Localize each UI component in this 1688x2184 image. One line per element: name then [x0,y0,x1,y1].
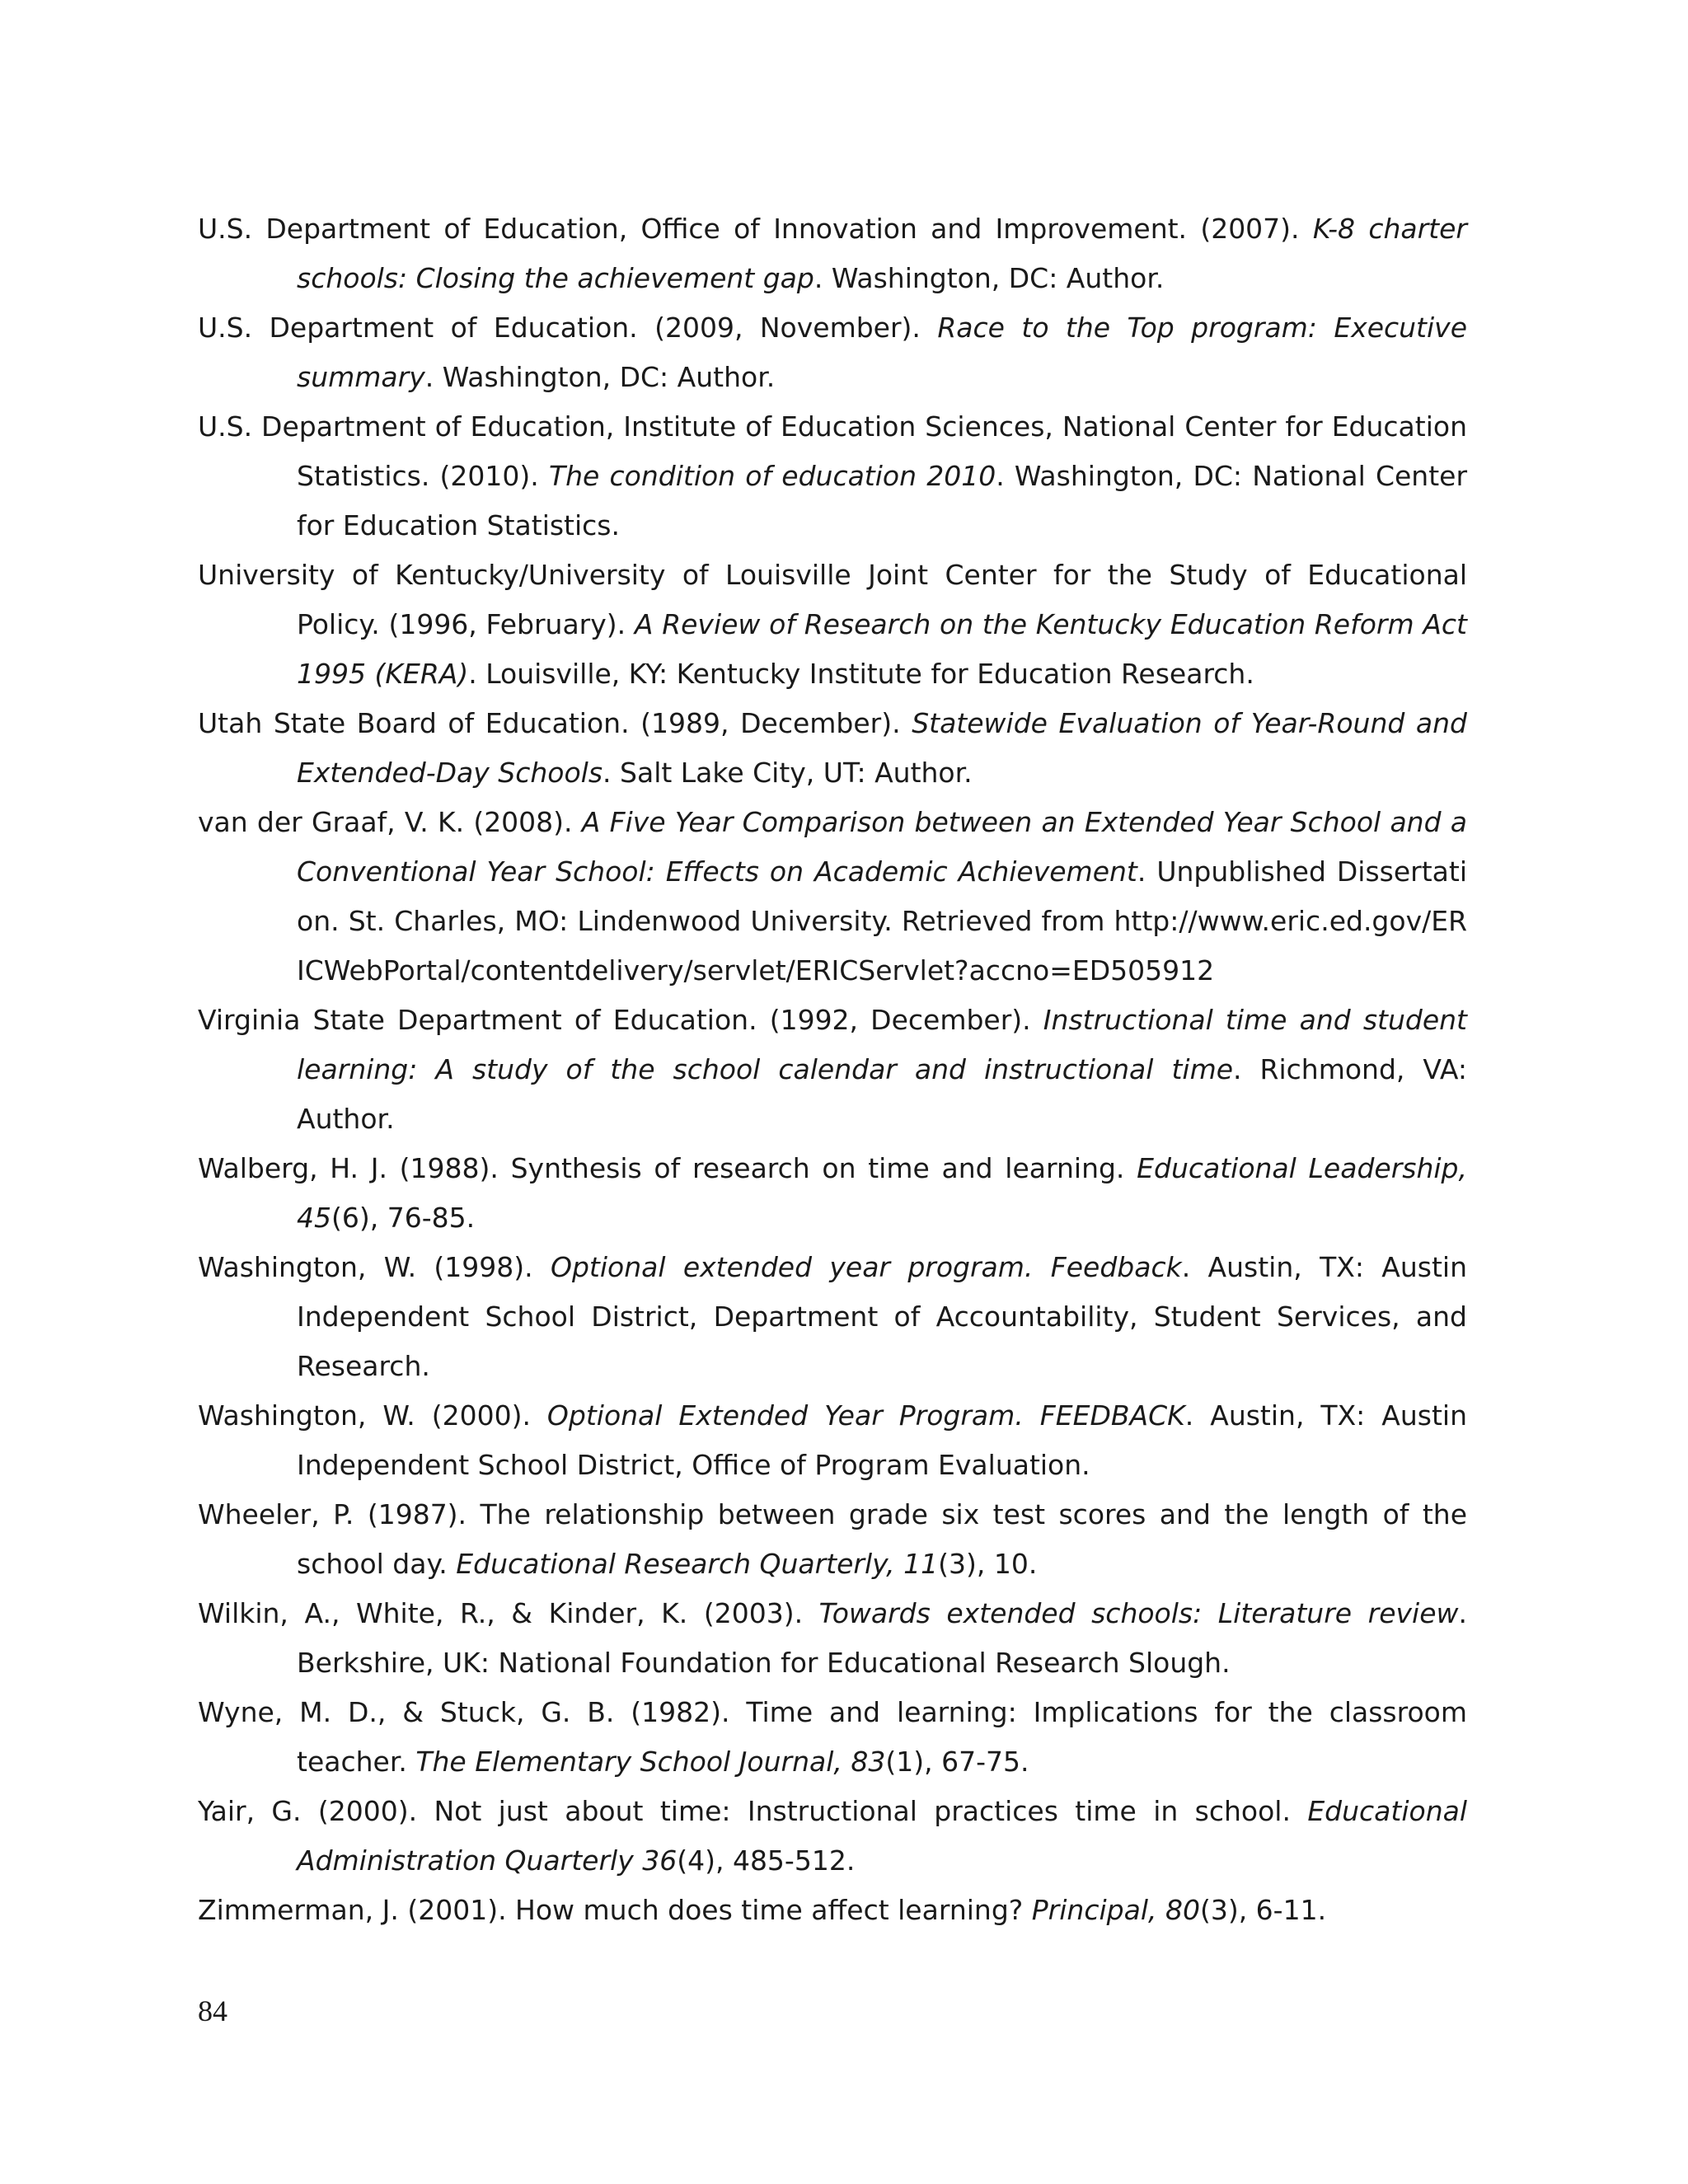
reference-entry [198,1589,1467,1688]
reference-title: Educational Administration Quarterly 36 [297,1795,1467,1877]
reference-entry [198,1391,1467,1490]
reference-entry [198,1886,1467,1935]
reference-text: . Washington, DC: Author. [814,262,1165,294]
reference-text: (1), 67-75. [885,1746,1029,1778]
reference-text: Wyne, M. D., & Stuck, G. B. (1982). Time and learning: Implications for the classroom teacher. [198,1696,1467,1778]
reference-title: The Elementary School Journal, 83 [415,1746,886,1778]
page-number: 84 [198,1994,227,2027]
reference-entry [198,551,1467,699]
reference-text: Yair, G. (2000). Not just about time: Instructional practices time in school. [198,1795,1308,1827]
reference-text: Washington, W. (2000). [198,1399,547,1432]
reference-text: (4), 485-512. [677,1844,856,1877]
reference-entry [198,204,1467,303]
reference-text: U.S. Department of Education, Institute of Education Sciences, National Center for Education Statistics. (2010). [198,410,1467,492]
reference-text: . Washington, DC: Author. [424,361,776,393]
reference-entry [198,996,1467,1144]
reference-text: (3), 6-11. [1199,1894,1327,1926]
reference-text: van der Graaf, V. K. (2008). [198,806,582,838]
reference-text: Washington, W. (1998). [198,1251,551,1283]
reference-text: . Salt Lake City, UT: Author. [603,757,973,789]
reference-text: (3), 10. [938,1548,1038,1580]
reference-entry [198,402,1467,551]
reference-text: U.S. Department of Education. (2009, November). [198,312,938,344]
reference-text: . Unpublished Dissertation. St. Charles, MO: Lindenwood University. Retrieved from http://www.eric.ed.gov/ERICWebPortal/contentdelivery/servlet/ERICServlet?accno=ED505912 [297,855,1467,987]
reference-text: . Austin, TX: Austin Independent School District, Office of Program Evaluation. [297,1399,1467,1481]
reference-entry [198,303,1467,402]
reference-title: Statewide Evaluation of Year-Round and Extended-Day Schools [297,707,1467,789]
reference-title: Instructional time and student learning: A study of the school calendar and instructional time [297,1004,1467,1085]
reference-text: . Richmond, VA: Author. [297,1053,1468,1135]
reference-text: . Berkshire, UK: National Foundation for Educational Research Slough. [297,1597,1467,1679]
reference-entry [198,798,1467,996]
reference-title: Educational Leadership, 45 [297,1152,1467,1234]
reference-text: (6), 76-85. [331,1202,476,1234]
reference-text: . Washington, DC: National Center for Education Statistics. [297,460,1468,541]
reference-entry [198,1144,1467,1243]
reference-entry [198,1787,1467,1886]
reference-title: Optional extended year program. Feedback [550,1251,1182,1283]
reference-title: A Five Year Comparison between an Extended Year School and a Conventional Year School: Effects on Academic Achievement [297,806,1467,888]
reference-entry [198,1243,1467,1391]
reference-title: Optional Extended Year Program. FEEDBACK [546,1399,1185,1432]
reference-list [198,204,1467,1935]
reference-entry [198,699,1467,798]
reference-text: . Austin, TX: Austin Independent School District, Department of Accountability, Student Services, and Research. [297,1251,1468,1382]
reference-title: K-8 charter schools: Closing the achievement gap [297,213,1467,294]
reference-title: A Review of Research on the Kentucky Education Reform Act 1995 (KERA) [297,608,1467,690]
reference-text: Wheeler, P. (1987). The relationship between grade six test scores and the length of the school day. [198,1498,1467,1580]
reference-entry [198,1490,1467,1589]
reference-text: . Louisville, KY: Kentucky Institute for Education Research. [468,658,1254,690]
reference-title: Principal, 80 [1031,1894,1200,1926]
reference-text: Walberg, H. J. (1988). Synthesis of research on time and learning. [198,1152,1137,1184]
reference-title: Race to the Top program: Executive summary [297,312,1467,393]
reference-entry [198,1688,1467,1787]
reference-title: Educational Research Quarterly, 11 [456,1548,939,1580]
reference-text: University of Kentucky/University of Louisville Joint Center for the Study of Educational Policy. (1996, February). [198,559,1467,640]
reference-text: Utah State Board of Education. (1989, December). [198,707,912,739]
reference-text: U.S. Department of Education, Office of Innovation and Improvement. (2007). [198,213,1313,245]
reference-text: Zimmerman, J. (2001). How much does time affect learning? [198,1894,1032,1926]
reference-text: Wilkin, A., White, R., & Kinder, K. (2003). [198,1597,819,1629]
reference-title: The condition of education 2010 [548,460,996,492]
reference-title: Towards extended schools: Literature review [818,1597,1459,1629]
reference-text: Virginia State Department of Education. (1992, December). [198,1004,1043,1036]
